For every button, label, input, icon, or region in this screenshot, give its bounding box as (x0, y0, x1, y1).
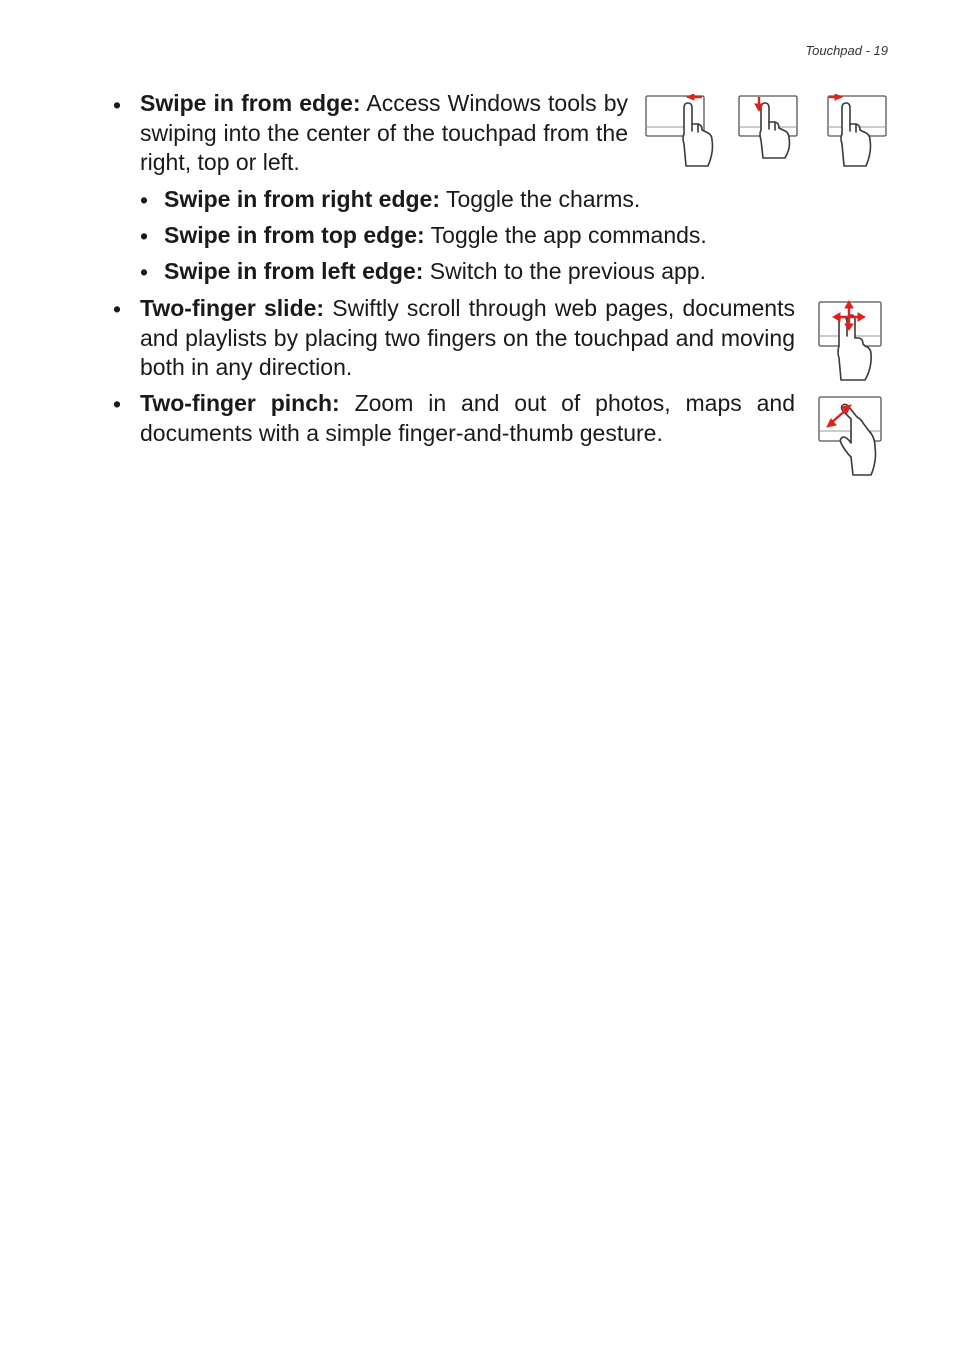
two-finger-pinch-icon (817, 395, 887, 484)
sub-item-title: Swipe in from left edge: (164, 258, 424, 284)
sub-bullet: • (140, 223, 149, 249)
sub-item-left-edge (164, 257, 706, 286)
swipe-left-edge-icon (826, 94, 892, 175)
two-finger-pinch-paragraph (140, 389, 795, 448)
swipe-edge-text: Access Windows tools by swiping into the center of the touchpad from the right, top or left. (140, 90, 628, 175)
two-finger-slide-text: Swiftly scroll through web pages, documents and playlists by placing two fingers on the touchpad and moving both in any direction. (140, 295, 795, 380)
sub-item-title: Swipe in from right edge: (164, 186, 441, 212)
swipe-top-edge-icon (737, 94, 803, 167)
page-header: Touchpad - 19 (805, 43, 888, 58)
sub-item-top-edge (164, 221, 707, 250)
sub-item-text: Toggle the charms. (440, 186, 641, 212)
sub-item-text: Toggle the app commands. (424, 222, 707, 248)
sub-item-right-edge (164, 185, 640, 214)
two-finger-pinch-text: Zoom in and out of photos, maps and documents with a simple finger-and-thumb gesture. (140, 390, 795, 446)
two-finger-slide-paragraph (140, 294, 795, 383)
bullet: • (113, 391, 122, 417)
sub-bullet: • (140, 187, 149, 213)
bullet: • (113, 92, 122, 118)
sub-item-title: Swipe in from top edge: (164, 222, 425, 248)
two-finger-pinch-title: Two-finger pinch: (140, 390, 340, 416)
two-finger-slide-title: Two-finger slide: (140, 295, 325, 321)
swipe-edge-paragraph (140, 89, 628, 178)
swipe-edge-title: Swipe in from edge: (140, 90, 361, 116)
swipe-right-edge-icon (644, 94, 724, 175)
sub-bullet: • (140, 259, 149, 285)
sub-item-text: Switch to the previous app. (423, 258, 706, 284)
two-finger-slide-icon (817, 300, 887, 389)
bullet: • (113, 296, 122, 322)
